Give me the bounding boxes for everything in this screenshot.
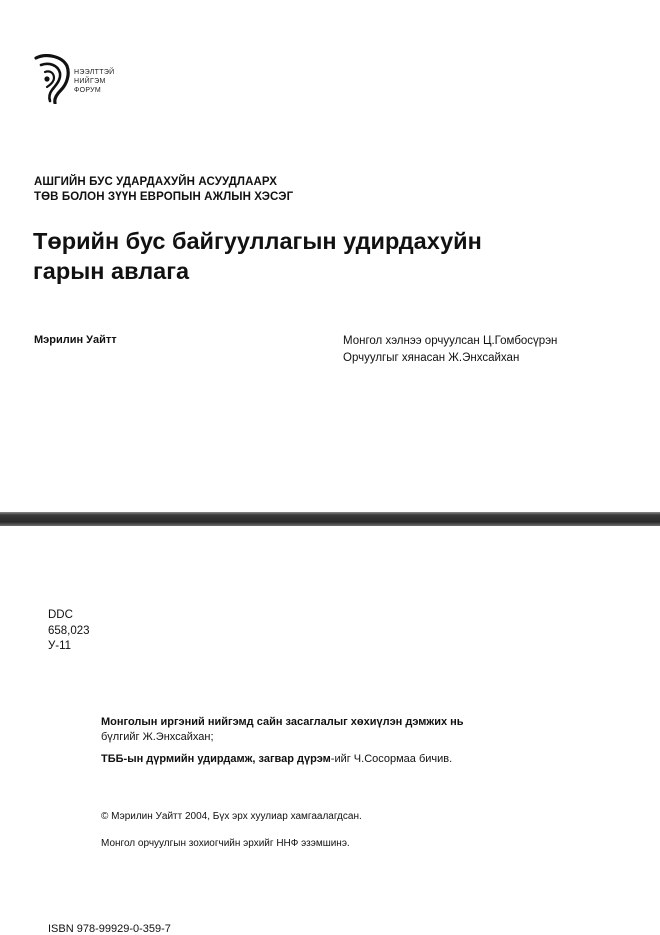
translation-rights: Монгол орчуулгын зохиогчийн эрхийг ННФ эзэмшинэ. [101, 838, 350, 849]
reviewer-line: Орчуулгыг хянасан Ж.Энхсайхан [343, 352, 520, 364]
credit-item-1-author: бүлгийг Ж.Энхсайхан; [101, 731, 214, 743]
copyright-notice: © Мэрилин Уайтт 2004, Бүх эрх хуулиар хамгаалагдсан. [101, 811, 362, 822]
nnf-swirl-icon [34, 54, 70, 104]
chapter-credits [101, 715, 621, 767]
series-line-1: АШГИЙН БУС УДАРДАХУЙН АСУУДЛААРХ [34, 176, 278, 188]
ddc-label: DDC [48, 609, 73, 621]
translator-credits [343, 333, 557, 367]
ddc-classification [48, 608, 90, 655]
credit-item-2-author: -ийг Ч.Сосормаа бичив. [330, 753, 453, 765]
publisher-logo [34, 54, 154, 104]
book-title-line-1: Төрийн бус байгууллагын удирдахуйн [33, 228, 482, 254]
ddc-number: 658,023 [48, 624, 90, 637]
book-title [33, 226, 633, 286]
author-name: Мэрилин Уайтт [34, 334, 117, 346]
logo-line-1: НЭЭЛТТЭЙ [74, 69, 115, 76]
isbn: ISBN 978-99929-0-359-7 [48, 923, 171, 935]
imprint-page [0, 526, 660, 933]
credit-item-2 [101, 752, 621, 767]
book-title-line-2: гарын авлага [33, 258, 190, 284]
logo-line-3: ФОРУМ [74, 87, 102, 94]
credit-item-1-title: Монголын иргэний нийгэмд сайн засаглалыг хөхиүлэн дэмжих нь [101, 716, 464, 728]
logo-line-2: НИЙГЭМ [74, 78, 106, 85]
page-separator [0, 512, 660, 526]
series-heading [34, 175, 293, 205]
ddc-code: У-11 [48, 640, 72, 652]
logo-text [74, 68, 115, 95]
series-line-2: ТӨВ БОЛОН ЗҮҮН ЕВРОПЫН АЖЛЫН ХЭСЭГ [34, 191, 294, 203]
credit-item-2-title: ТББ-ын дүрмийн удирдамж, загвар дүрэм [101, 753, 331, 765]
translator-line: Монгол хэлнээ орчуулсан Ц.Гомбосүрэн [343, 335, 558, 347]
